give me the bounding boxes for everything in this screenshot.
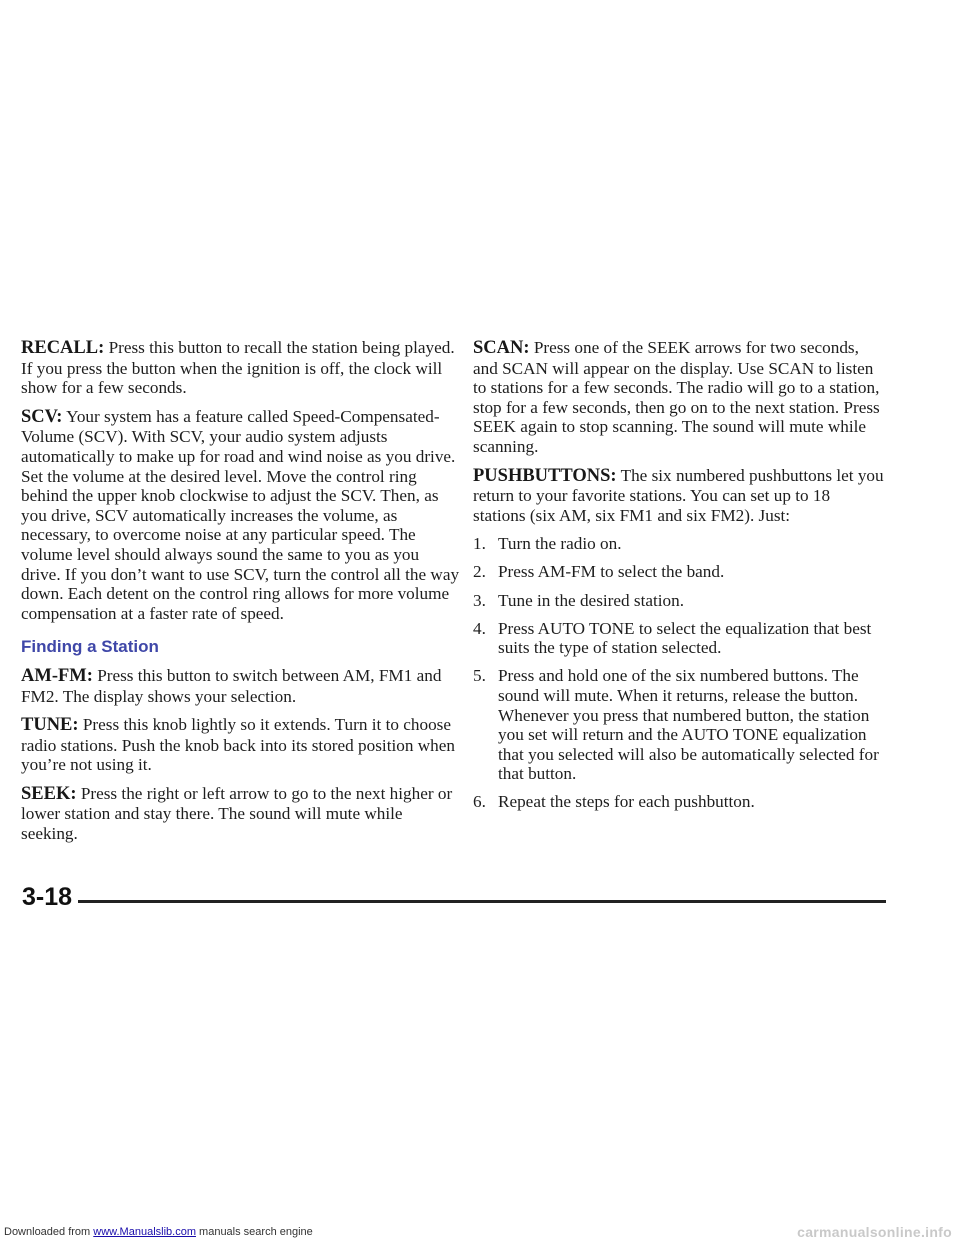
step-number: 6. [473, 792, 486, 812]
step-text: Press and hold one of the six numbered buttons. The sound will mute. When it returns, release the button. Whenever you press that numbered button, the station you set will return and the AUTO TONE equalization that you selected will also be automatically selected for that button. [498, 666, 879, 784]
right-column [473, 338, 885, 820]
list-item [473, 792, 885, 812]
step-text: Press AUTO TONE to select the equalization that best suits the type of station selected. [498, 618, 872, 658]
seek-text: Press the right or left arrow to go to the next higher or lower station and stay there. The sound will mute while seeking. [21, 783, 453, 844]
watermark-suffix: manuals search engine [195, 1226, 313, 1238]
am-fm-text: Press this button to switch between AM, FM1 and FM2. The display shows your selection. [21, 665, 442, 706]
page-number: 3-18 [22, 883, 73, 911]
am-fm-term: AM-FM: [21, 665, 93, 686]
manualslib-link[interactable]: www.Manualslib.com [93, 1226, 196, 1238]
watermark-source [4, 1226, 313, 1238]
list-item [473, 562, 885, 582]
step-text: Turn the radio on. [498, 534, 622, 554]
pushbuttons-term: PUSHBUTTONS: [473, 465, 617, 486]
scv-term: SCV: [21, 406, 63, 427]
list-item [473, 666, 885, 784]
step-text: Tune in the desired station. [498, 590, 685, 610]
scan-term: SCAN: [473, 338, 530, 358]
watermark-prefix: Downloaded from [4, 1226, 94, 1238]
step-number: 4. [473, 618, 486, 638]
download-watermark [0, 1224, 960, 1242]
step-text: Press AM-FM to select the band. [498, 562, 725, 582]
recall-entry [21, 338, 461, 398]
footer-rule [78, 900, 886, 903]
page-footer [22, 883, 886, 923]
seek-term: SEEK: [21, 783, 77, 804]
recall-text: Press this button to recall the station being played. If you press the button when the ignition is off, the clock will show for a few seconds. [21, 338, 455, 398]
pushbuttons-text: The six numbered pushbuttons let you return to your favorite stations. You can set up to 18 stations (six AM, six FM1 and six FM2). Just: [473, 465, 884, 525]
tune-term: TUNE: [21, 715, 79, 736]
left-column [21, 338, 461, 853]
scan-entry [473, 338, 885, 457]
list-item [473, 591, 885, 611]
am-fm-entry [21, 666, 461, 706]
scv-entry [21, 407, 461, 624]
recall-term: RECALL: [21, 338, 105, 358]
list-item [473, 534, 885, 554]
step-text: Repeat the steps for each pushbutton. [498, 792, 755, 812]
step-number: 2. [473, 562, 486, 582]
section-heading-finding-station: Finding a Station [21, 637, 159, 657]
pushbuttons-entry [473, 466, 885, 526]
step-number: 5. [473, 666, 486, 686]
step-number: 1. [473, 534, 486, 554]
step-number: 3. [473, 590, 486, 610]
scv-text: Your system has a feature called Speed-Compensated-Volume (SCV). With SCV, your audio system adjusts automatically to make up for road and wind noise as you drive. Set the volume at the desired level. Move the control ring behind the upper knob clockwise to adjust the SCV. Then, as you drive, SCV automatically increases the volume, as necessary, to overcome noise at any particular speed. The volume level should always sound the same to you as you drive. If you don’t want to use SCV, turn the control all the way down. Each detent on the control ring allows for more volume compensation at a faster rate of speed. [21, 406, 460, 623]
tune-text: Press this knob lightly so it extends. Turn it to choose radio stations. Push the knob back into its stored position when you’re not using it. [21, 715, 455, 775]
scan-text: Press one of the SEEK arrows for two seconds, and SCAN will appear on the display. Use SCAN to listen to stations for a few seconds. The radio will go to a station, stop for a few seconds, then go on to the next station. Press SEEK again to stop scanning. The sound will mute while scanning. [473, 338, 880, 456]
watermark-site: carmanualsonline.info [797, 1224, 952, 1240]
tune-entry [21, 715, 461, 775]
pushbutton-steps-list [473, 534, 885, 812]
list-item [473, 619, 885, 658]
seek-entry [21, 784, 461, 844]
